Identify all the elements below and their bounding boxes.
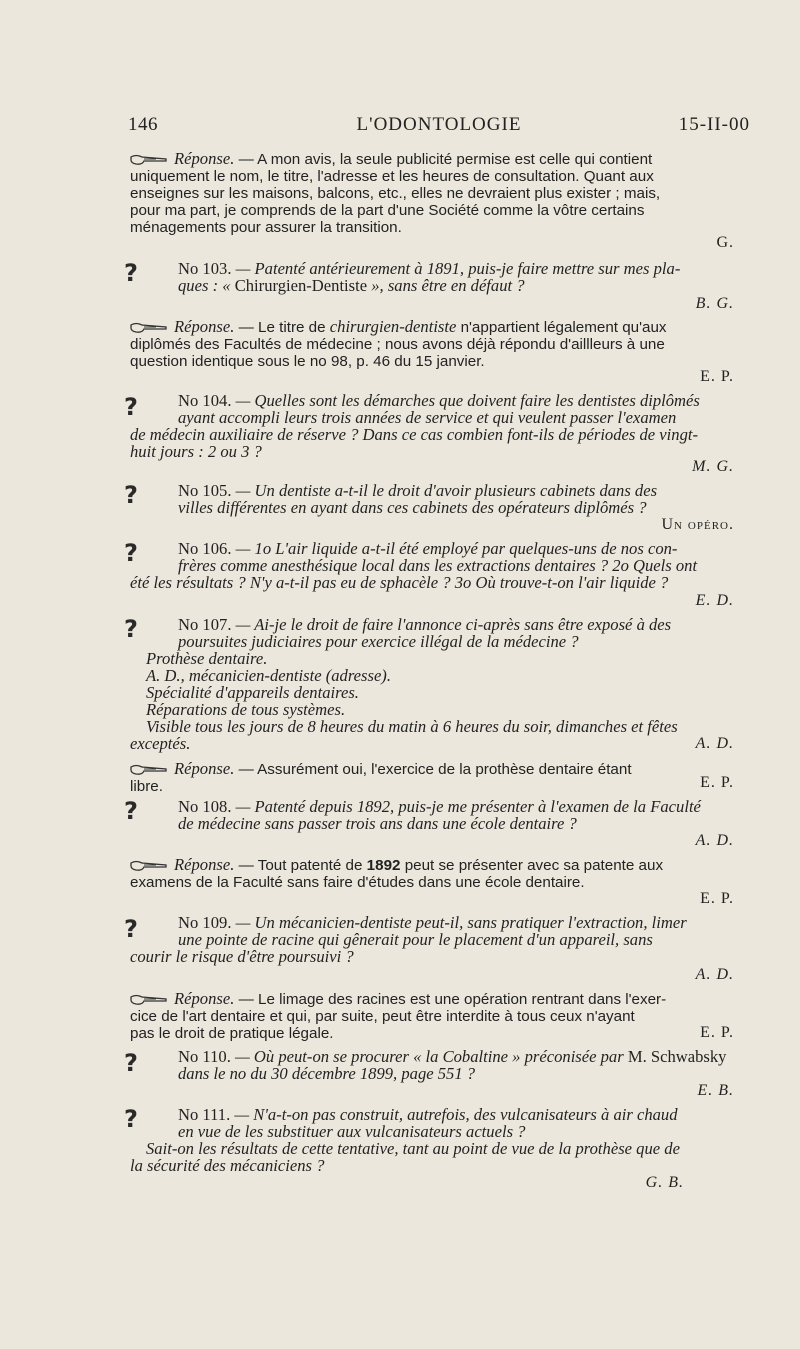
signature: E. B. bbox=[697, 1082, 734, 1099]
answer-block bbox=[130, 150, 750, 236]
text-fragment: chirurgien-dentiste bbox=[329, 317, 457, 336]
text-fragment: », sans être en défaut ? bbox=[367, 276, 525, 295]
text-fragment: peut se présenter avec sa patente aux bbox=[400, 857, 664, 874]
question-mark-icon: ? bbox=[124, 539, 138, 567]
question-block bbox=[130, 1048, 750, 1082]
text-line: Prothèse dentaire. bbox=[146, 649, 268, 668]
text-line: — Ai-je le droit de faire l'annonce ci-après sans être exposé à des bbox=[235, 615, 672, 634]
question-number: No 103. bbox=[178, 259, 232, 278]
question-number: No 105. bbox=[178, 481, 232, 500]
text-line: la sécurité des mécaniciens ? bbox=[130, 1156, 325, 1175]
signature: E. P. bbox=[700, 890, 734, 907]
answer-block bbox=[130, 318, 750, 370]
signature: M. G. bbox=[692, 458, 734, 475]
issue-date: 15-II-00 bbox=[678, 114, 750, 135]
question-block bbox=[130, 260, 750, 294]
text-line: uniquement le nom, le titre, l'adresse et les heures de consultation. Quant aux bbox=[130, 168, 654, 185]
text-line: — N'a-t-on pas construit, autrefois, des vulcanisateurs à air chaud bbox=[234, 1105, 678, 1124]
signature: E. P. bbox=[700, 774, 734, 791]
signature: E. P. bbox=[700, 1024, 734, 1041]
text-line: villes différentes en ayant dans ces cabinets des opérateurs diplômés ? bbox=[178, 498, 647, 517]
pointing-hand-icon bbox=[130, 154, 168, 166]
question-mark-icon: ? bbox=[124, 615, 138, 643]
text-fragment: Chirurgien-Dentiste bbox=[234, 276, 368, 295]
text-line: — Un dentiste a-t-il le droit d'avoir plusieurs cabinets dans des bbox=[235, 481, 658, 500]
text-fragment: — Où peut-on se procurer « la Cobaltine » préconisée par bbox=[235, 1047, 628, 1066]
question-mark-icon: ? bbox=[124, 1105, 138, 1133]
text-line: huit jours : 2 ou 3 ? bbox=[130, 442, 262, 461]
text-line: — Le limage des racines est une opération rentrant dans l'exer- bbox=[238, 991, 667, 1008]
question-mark-icon: ? bbox=[124, 1049, 138, 1077]
text-line: une pointe de racine qui gênerait pour le placement d'un appareil, sans bbox=[178, 930, 653, 949]
text-line: enseignes sur les maisons, balcons, etc., elles ne devraient plus exister ; mais, bbox=[130, 185, 661, 202]
text-fragment: M. Schwabsky bbox=[627, 1047, 727, 1066]
pointing-hand-icon bbox=[130, 322, 168, 334]
signature: G. bbox=[716, 234, 734, 251]
text-line: — Patenté antérieurement à 1891, puis-je faire mettre sur mes pla- bbox=[235, 259, 681, 278]
signature: E. P. bbox=[700, 368, 734, 385]
question-number: No 109. bbox=[178, 913, 232, 932]
question-number: No 108. bbox=[178, 797, 232, 816]
reponse-label: Réponse. bbox=[174, 317, 235, 336]
pointing-hand-icon bbox=[130, 860, 168, 872]
text-line: pour ma part, je comprends de la part d'une Société comme la vôtre certains bbox=[130, 202, 645, 219]
question-number: No 104. bbox=[178, 391, 232, 410]
question-number: No 106. bbox=[178, 539, 232, 558]
text-line: poursuites judiciaires pour exercice illégal de la médecine ? bbox=[178, 632, 579, 651]
text-line: question identique sous le no 98, p. 46 du 15 janvier. bbox=[130, 353, 485, 370]
text-line: dans le no du 30 décembre 1899, page 551 ? bbox=[178, 1064, 476, 1083]
signature: Un opéro. bbox=[661, 516, 734, 533]
text-line: — Patenté depuis 1892, puis-je me présenter à l'examen de la Faculté bbox=[235, 797, 701, 816]
question-block bbox=[130, 540, 750, 591]
text-line: A. D., mécanicien-dentiste (adresse). bbox=[146, 666, 391, 685]
signature: B. G. bbox=[695, 295, 734, 312]
text-line: exceptés. bbox=[130, 734, 191, 753]
text-fragment: — Tout patenté de bbox=[238, 857, 367, 874]
text-line: pas le droit de pratique légale. bbox=[130, 1025, 334, 1042]
question-number: No 110. bbox=[178, 1047, 231, 1066]
question-mark-icon: ? bbox=[124, 797, 138, 825]
question-mark-icon: ? bbox=[124, 481, 138, 509]
question-number: No 111. bbox=[178, 1105, 231, 1124]
text-line: Visible tous les jours de 8 heures du matin à 6 heures du soir, dimanches et fêtes bbox=[146, 717, 678, 736]
answer-block bbox=[130, 760, 750, 795]
reponse-label: Réponse. bbox=[174, 149, 235, 168]
signature: G. B. bbox=[645, 1174, 684, 1191]
text-line: diplômés des Facultés de médecine ; nous avons déjà répondu d'aillleurs à une bbox=[130, 336, 665, 353]
text-line: — 1o L'air liquide a-t-il été employé par quelques-uns de nos con- bbox=[235, 539, 678, 558]
question-block bbox=[130, 914, 750, 965]
text-line: courir le risque d'être poursuivi ? bbox=[130, 947, 354, 966]
answer-block bbox=[130, 856, 750, 891]
text-line: ayant accompli leurs trois années de service et qui veulent passer l'examen bbox=[178, 408, 677, 427]
text-line: de médecin auxiliaire de réserve ? Dans ce cas combien font-ils de périodes de vingt- bbox=[130, 425, 699, 444]
text-line: — Un mécanicien-dentiste peut-il, sans pratiquer l'extraction, limer bbox=[235, 913, 687, 932]
text-line: frères comme anesthésique local dans les extractions dentaires ? 2o Quels ont bbox=[178, 556, 698, 575]
question-block bbox=[130, 482, 750, 516]
answer-block bbox=[130, 990, 750, 1042]
question-block bbox=[130, 798, 750, 832]
text-line: Réparations de tous systèmes. bbox=[146, 700, 346, 719]
text-fragment: 1892 bbox=[366, 857, 401, 874]
signature: A. D. bbox=[695, 735, 734, 752]
signature: A. D. bbox=[695, 832, 734, 849]
signature: E. D. bbox=[695, 592, 734, 609]
question-mark-icon: ? bbox=[124, 393, 138, 421]
text-fragment: n'appartient légalement qu'aux bbox=[456, 319, 667, 336]
reponse-label: Réponse. bbox=[174, 855, 235, 874]
question-mark-icon: ? bbox=[124, 915, 138, 943]
text-line: — Quelles sont les démarches que doivent faire les dentistes diplômés bbox=[235, 391, 700, 410]
text-line: Spécialité d'appareils dentaires. bbox=[146, 683, 359, 702]
text-line: cice de l'art dentaire et qui, par suite, peut être interdite à tous ceux n'ayant bbox=[130, 1008, 635, 1025]
text-line: libre. bbox=[130, 778, 163, 795]
text-fragment: — Le titre de bbox=[238, 319, 330, 336]
question-number: No 107. bbox=[178, 615, 232, 634]
pointing-hand-icon bbox=[130, 764, 168, 776]
page-number: 146 bbox=[128, 114, 158, 135]
text-line: Sait-on les résultats de cette tentative, tant au point de vue de la prothèse que de bbox=[146, 1139, 680, 1158]
question-block bbox=[130, 616, 750, 752]
reponse-label: Réponse. bbox=[174, 759, 235, 778]
question-block bbox=[130, 392, 750, 460]
pointing-hand-icon bbox=[130, 994, 168, 1006]
question-block bbox=[130, 1106, 750, 1174]
text-line: examens de la Faculté sans faire d'études dans une école dentaire. bbox=[130, 874, 585, 891]
text-line: de médecine sans passer trois ans dans une école dentaire ? bbox=[178, 814, 577, 833]
question-mark-icon: ? bbox=[124, 259, 138, 287]
text-line: — A mon avis, la seule publicité permise est celle qui contient bbox=[238, 151, 653, 168]
text-line: — Assurément oui, l'exercice de la prothèse dentaire étant bbox=[238, 761, 632, 778]
journal-title: L'ODONTOLOGIE bbox=[356, 114, 522, 135]
reponse-label: Réponse. bbox=[174, 989, 235, 1008]
text-line: ménagements pour assurer la transition. bbox=[130, 219, 402, 236]
page-header bbox=[128, 114, 750, 140]
text-fragment: ques : « bbox=[178, 276, 235, 295]
text-line: en vue de les substituer aux vulcanisateurs actuels ? bbox=[178, 1122, 526, 1141]
signature: A. D. bbox=[695, 966, 734, 983]
text-line: été les résultats ? N'y a-t-il pas eu de sphacèle ? 3o Où trouve-t-on l'air liquide ? bbox=[130, 573, 669, 592]
